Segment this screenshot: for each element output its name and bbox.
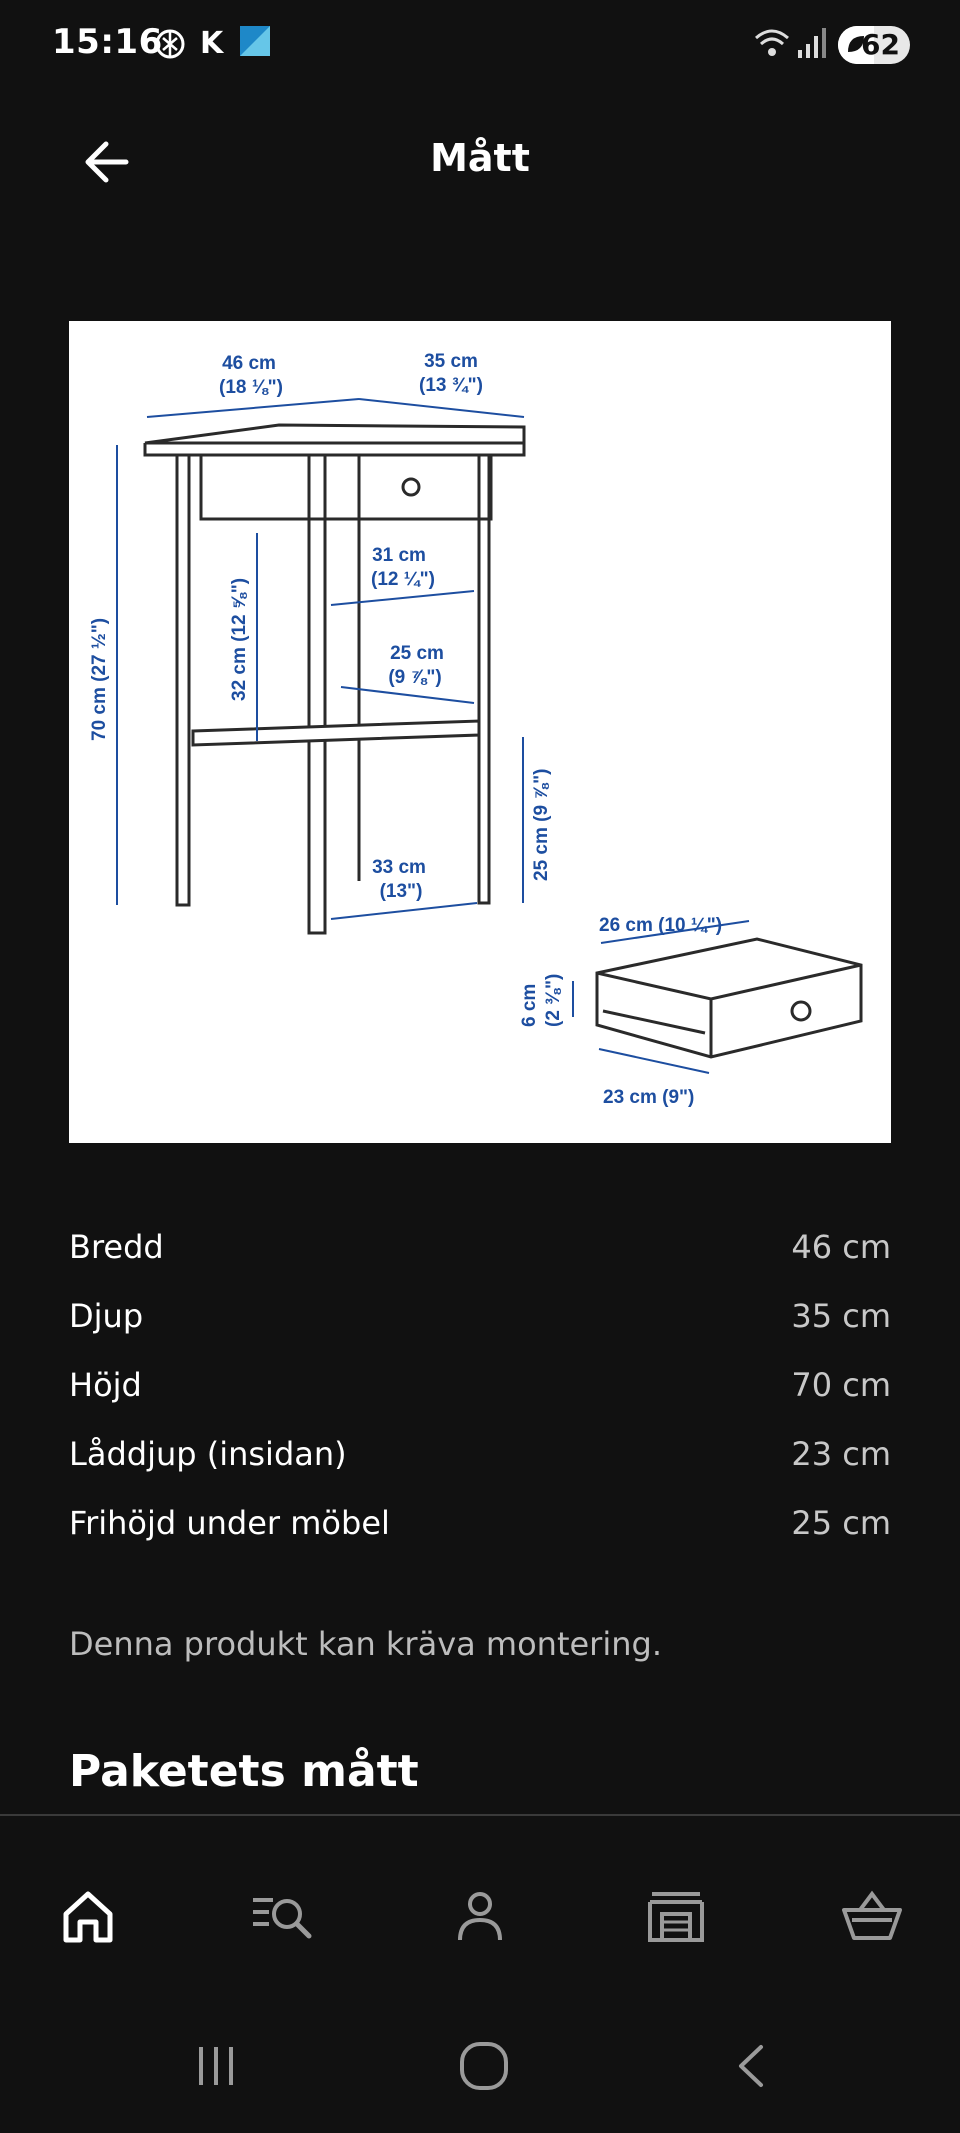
basket-icon [840,1886,904,1946]
k-app-icon: K [200,26,224,61]
app-square-icon [240,26,270,56]
package-section-title: Paketets mått [69,1746,419,1797]
bottom-navigation [0,1816,960,1996]
dimension-row [69,1419,891,1488]
status-time: 15:16 [52,22,163,62]
dimension-label: Bredd [69,1227,164,1266]
label-shelf-height: 32 cm (12 ⅝") [229,577,250,701]
dimension-value: 25 cm [791,1503,891,1542]
label-top-width-in: (18 ⅛") [219,377,283,398]
dimension-label: Frihöjd under möbel [69,1503,390,1542]
system-back-button[interactable] [712,2034,792,2098]
assembly-note: Denna produkt kan kräva montering. [69,1625,662,1663]
label-top-depth-in: (13 ¾") [419,375,483,396]
battery-indicator [838,26,910,64]
dimension-value: 46 cm [791,1227,891,1266]
label-top-depth: 35 cm [424,351,478,372]
signal-icon [798,26,826,60]
nav-home[interactable] [48,1876,128,1956]
back-chevron-icon [727,2041,777,2091]
label-base-depth: 33 cm [372,857,426,878]
dimension-value: 70 cm [791,1365,891,1404]
dimension-label: Låddjup (insidan) [69,1434,347,1473]
home-circle-icon [457,2039,511,2093]
dimension-row [69,1212,891,1281]
dimension-row [69,1488,891,1557]
dimension-value: 35 cm [791,1296,891,1335]
label-floor-clearance: 25 cm (9 ⅞") [531,768,552,881]
label-drawer-depth: 23 cm (9") [603,1087,695,1108]
label-drawer-height: 6 cm [519,983,540,1027]
dimension-diagram [69,321,891,1143]
dimension-value: 23 cm [791,1434,891,1473]
dimension-row [69,1350,891,1419]
nav-basket[interactable] [832,1876,912,1956]
label-drawer-width: 31 cm [372,545,426,566]
wifi-icon [752,26,792,60]
nightstand-drawing [69,321,891,1143]
label-shelf-depth-in: (9 ⅞") [388,667,442,688]
recents-icon [191,2041,241,2091]
label-drawer-height-in: (2 ⅜") [543,973,564,1027]
recents-button[interactable] [176,2034,256,2098]
system-home-button[interactable] [444,2034,524,2098]
chatgpt-icon [152,26,188,62]
page-title: Mått [430,136,530,180]
battery-level: 62 [861,28,900,61]
home-icon [58,1886,118,1946]
nav-profile[interactable] [440,1876,520,1956]
dimension-row [69,1281,891,1350]
search-icon [249,1886,319,1946]
dimension-label: Djup [69,1296,144,1335]
label-base-depth-in: (13") [379,881,423,902]
store-icon [644,1886,708,1946]
system-navigation [0,1996,960,2133]
dimensions-list [69,1212,891,1557]
label-top-width: 46 cm [222,353,276,374]
app-bar [0,110,960,214]
label-drawer-outer: 26 cm (10 ¼") [599,915,723,936]
label-drawer-width-in: (12 ¼") [371,569,435,590]
status-bar [0,0,960,92]
profile-icon [450,1886,510,1946]
label-shelf-depth: 25 cm [390,643,444,664]
label-height: 70 cm (27 ½") [89,617,110,741]
nav-search[interactable] [244,1876,324,1956]
nav-store[interactable] [636,1876,716,1956]
dimension-label: Höjd [69,1365,142,1404]
